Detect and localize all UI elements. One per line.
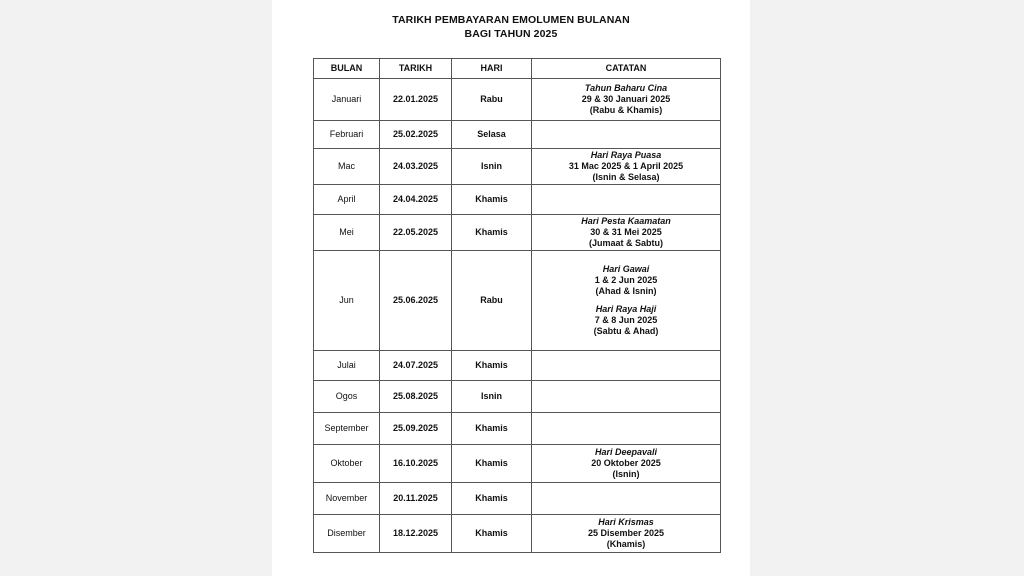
day-cell: Khamis	[452, 413, 532, 445]
month-cell: Oktober	[314, 445, 380, 483]
day-cell: Khamis	[452, 483, 532, 515]
holiday-days: (Rabu & Khamis)	[589, 105, 663, 115]
day-cell: Isnin	[452, 149, 532, 185]
day-cell: Khamis	[452, 351, 532, 381]
date-cell: 20.11.2025	[380, 483, 452, 515]
date-cell: 25.06.2025	[380, 251, 452, 351]
date-cell: 24.04.2025	[380, 185, 452, 215]
month-cell: April	[314, 185, 380, 215]
header-catatan: CATATAN	[532, 59, 721, 79]
date-cell: 22.05.2025	[380, 215, 452, 251]
date-cell: 25.09.2025	[380, 413, 452, 445]
day-cell: Khamis	[452, 445, 532, 483]
holiday-dates: 29 & 30 Januari 2025	[581, 94, 671, 104]
holiday-dates: 7 & 8 Jun 2025	[594, 315, 658, 325]
holiday-dates: 30 & 31 Mei 2025	[590, 227, 662, 237]
note-cell	[532, 121, 721, 149]
day-cell: Rabu	[452, 251, 532, 351]
table-row	[314, 515, 721, 553]
holiday-days: (Khamis)	[606, 539, 646, 549]
day-cell: Selasa	[452, 121, 532, 149]
header-tarikh: TARIKH	[380, 59, 452, 79]
holiday-dates: 1 & 2 Jun 2025	[594, 275, 658, 285]
holiday-name: Hari Raya Puasa	[590, 150, 662, 160]
header-hari: HARI	[452, 59, 532, 79]
month-cell: Ogos	[314, 381, 380, 413]
holiday-dates: 31 Mac 2025 & 1 April 2025	[568, 161, 684, 171]
document-page	[272, 0, 750, 576]
table-row	[314, 483, 721, 515]
day-cell: Isnin	[452, 381, 532, 413]
date-cell: 24.03.2025	[380, 149, 452, 185]
day-cell: Khamis	[452, 515, 532, 553]
month-cell: Mac	[314, 149, 380, 185]
table-row	[314, 79, 721, 121]
table-row	[314, 351, 721, 381]
holiday-dates: 20 Oktober 2025	[591, 458, 661, 468]
holiday-name: Tahun Baharu Cina	[584, 83, 668, 93]
holiday-name: Hari Gawai	[602, 264, 650, 274]
holiday-name: Hari Pesta Kaamatan	[581, 216, 671, 226]
month-cell: September	[314, 413, 380, 445]
holiday-days: (Ahad & Isnin)	[595, 286, 657, 296]
note-cell	[532, 445, 721, 483]
month-cell: Mei	[314, 215, 380, 251]
note-cell	[532, 215, 721, 251]
payment-schedule-table	[313, 58, 721, 553]
holiday-days: (Jumaat & Sabtu)	[588, 238, 663, 248]
note-cell	[532, 351, 721, 381]
note-cell	[532, 251, 721, 351]
holiday-name: Hari Deepavali	[594, 447, 658, 457]
day-cell: Khamis	[452, 185, 532, 215]
month-cell: Disember	[314, 515, 380, 553]
note-cell	[532, 515, 721, 553]
table-header-row	[314, 59, 721, 79]
note-cell	[532, 413, 721, 445]
document-subtitle: BAGI TAHUN 2025	[464, 28, 558, 40]
date-cell: 25.02.2025	[380, 121, 452, 149]
document-title: TARIKH PEMBAYARAN EMOLUMEN BULANAN	[392, 14, 630, 26]
date-cell: 18.12.2025	[380, 515, 452, 553]
note-cell	[532, 185, 721, 215]
table-row	[314, 149, 721, 185]
holiday-name: Hari Raya Haji	[595, 304, 657, 314]
date-cell: 25.08.2025	[380, 381, 452, 413]
table-row	[314, 121, 721, 149]
holiday-days: (Isnin)	[612, 469, 640, 479]
month-cell: November	[314, 483, 380, 515]
day-cell: Khamis	[452, 215, 532, 251]
note-cell	[532, 381, 721, 413]
date-cell: 16.10.2025	[380, 445, 452, 483]
note-cell	[532, 149, 721, 185]
table-row	[314, 413, 721, 445]
holiday-days: (Sabtu & Ahad)	[593, 326, 659, 336]
table-row	[314, 251, 721, 351]
table-row	[314, 215, 721, 251]
month-cell: Jun	[314, 251, 380, 351]
table-row	[314, 185, 721, 215]
note-cell	[532, 483, 721, 515]
month-cell: Januari	[314, 79, 380, 121]
month-cell: Februari	[314, 121, 380, 149]
table-row	[314, 381, 721, 413]
table-row	[314, 445, 721, 483]
header-bulan: BULAN	[314, 59, 380, 79]
holiday-name: Hari Krismas	[598, 517, 654, 527]
date-cell: 24.07.2025	[380, 351, 452, 381]
month-cell: Julai	[314, 351, 380, 381]
date-cell: 22.01.2025	[380, 79, 452, 121]
day-cell: Rabu	[452, 79, 532, 121]
holiday-days: (Isnin & Selasa)	[592, 172, 660, 182]
holiday-dates: 25 Disember 2025	[587, 528, 665, 538]
note-cell	[532, 79, 721, 121]
